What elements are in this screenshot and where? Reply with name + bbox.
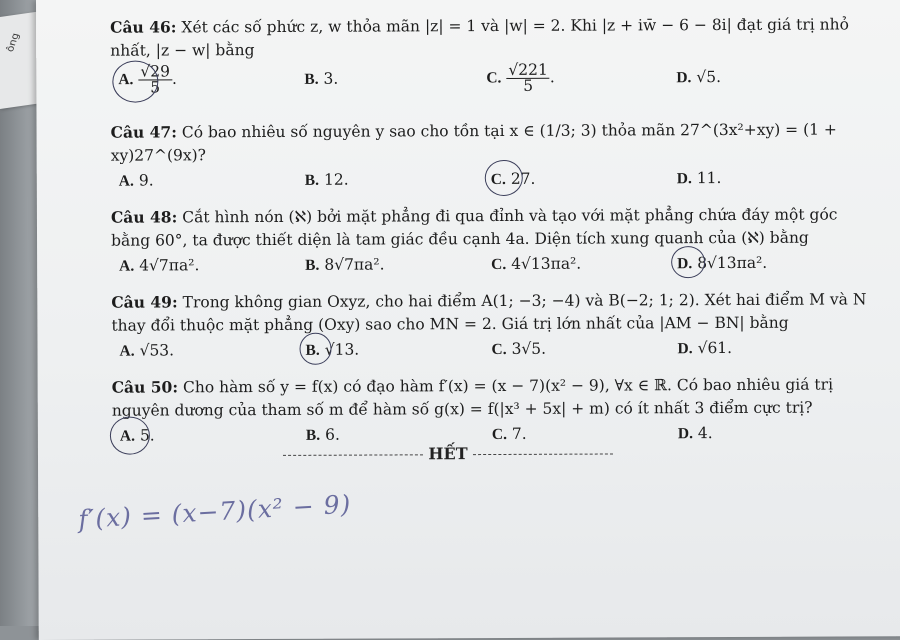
option-b[interactable] [305, 255, 384, 274]
option-a[interactable] [119, 341, 174, 360]
option-label: C. [486, 69, 502, 87]
fraction-numerator: √221 [508, 60, 548, 79]
option-text: 5. [139, 426, 155, 445]
question-text: Cắt hình nón (ℵ) bởi mặt phẳng đi qua đỉnh và tạo với mặt phẳng chứa đáy một góc bằng 60°, ta được thiết diện là tam giác đều cạnh 4a. Diện tích xung quanh của (ℵ) bằng [111, 205, 838, 250]
option-label: D. [677, 255, 693, 273]
option-label: C. [491, 255, 507, 274]
question-number: Câu 49: [111, 292, 178, 312]
question-49 [111, 287, 871, 365]
dashed-rule [283, 454, 423, 456]
exam-content [110, 12, 872, 450]
option-b[interactable] [305, 171, 349, 190]
option-text: 27. [510, 169, 536, 188]
option-text: 3. [323, 69, 339, 88]
option-text: 9. [138, 171, 154, 190]
question-text: Cho hàm số y = f(x) có đạo hàm f′(x) = (x − 7)(x² − 9), ∀x ∈ ℝ. Có bao nhiêu giá trị nguyên dương của tham số m để hàm số g(x) = f(|x³ + 5x| + m) có ít nhất 3 điểm cực trị? [111, 375, 834, 420]
question-stem [111, 202, 871, 252]
option-text: 4. [697, 424, 713, 443]
option-label: A. [119, 257, 135, 275]
fraction-numerator: √29 [140, 62, 170, 81]
handwritten-note: f′(x) = (x−7)(x² − 9) [77, 489, 353, 534]
question-47 [111, 117, 871, 195]
option-label: C. [491, 425, 508, 444]
fraction-denominator: 5 [150, 78, 161, 97]
answer-circle-mark [110, 417, 150, 455]
option-label: A. [118, 172, 134, 190]
options-row [110, 59, 870, 98]
margin-note: ông [5, 32, 22, 54]
exam-paper [36, 0, 900, 640]
option-b[interactable] [304, 70, 338, 89]
option-text: √13. [324, 340, 360, 359]
option-label: A. [119, 342, 135, 360]
question-text: Trong không gian Oxyz, cho hai điểm A(1; −3; −4) và B(−2; 1; 2). Xét hai điểm M và N thay đổi thuộc mặt phẳng (Oxy) sao cho MN = 2. Giá trị lớn nhất của |AM − BN| bằng [111, 290, 867, 335]
option-label: C. [490, 170, 506, 189]
fraction [506, 60, 550, 95]
option-d[interactable] [677, 169, 722, 188]
option-d[interactable] [678, 424, 713, 443]
option-d[interactable] [677, 339, 732, 358]
option-label: B. [305, 256, 320, 274]
option-label: B. [304, 70, 319, 88]
question-46 [110, 12, 870, 98]
options-row [111, 249, 871, 280]
option-text: 11. [696, 169, 722, 188]
option-label: B. [304, 171, 320, 189]
question-number: Câu 47: [110, 122, 177, 142]
answer-circle-mark [671, 246, 705, 278]
option-b[interactable] [306, 426, 340, 445]
option-label: A. [119, 427, 136, 445]
dashed-rule [473, 453, 613, 455]
question-number: Câu 50: [111, 377, 179, 397]
option-d[interactable] [676, 68, 721, 87]
question-stem [111, 287, 871, 337]
option-c[interactable] [491, 340, 546, 359]
option-text: 8√7πa². [324, 255, 385, 274]
question-stem [112, 372, 872, 422]
option-text: 6. [325, 425, 340, 444]
end-mark-text: HẾT [428, 444, 468, 464]
option-text: . [171, 69, 177, 88]
option-text: 4√13πa². [511, 254, 582, 273]
question-50 [112, 372, 872, 450]
option-label: A. [118, 71, 134, 89]
option-a[interactable] [119, 171, 154, 190]
question-text: Có bao nhiêu số nguyên y sao cho tồn tại x ∈ (1/3; 3) thỏa mãn 27^(3x²+xy) = (1 + xy)27^(9x)? [110, 120, 837, 165]
option-text: 12. [323, 170, 349, 189]
question-stem [110, 12, 870, 62]
option-label: D. [676, 170, 692, 188]
option-label: D. [677, 340, 693, 358]
option-text: 8√13πa². [697, 253, 768, 273]
end-of-exam-mark [278, 443, 618, 463]
option-c[interactable] [491, 255, 581, 274]
option-text: 3√5. [511, 339, 547, 358]
answer-circle-mark [485, 160, 523, 196]
option-label: B. [305, 341, 320, 359]
option-text: √61. [697, 338, 733, 358]
option-c[interactable] [492, 425, 527, 444]
fraction-denominator: 5 [523, 76, 534, 95]
option-a[interactable] [119, 256, 199, 275]
option-text: √53. [139, 341, 175, 360]
option-label: D. [676, 69, 692, 87]
option-text: 7. [511, 424, 527, 443]
answer-circle-mark [299, 333, 331, 365]
options-row [111, 334, 871, 365]
question-stem [111, 117, 871, 167]
question-number: Câu 48: [110, 207, 178, 227]
question-48 [111, 202, 871, 280]
option-text: √5. [696, 68, 722, 87]
question-number: Câu 46: [110, 17, 177, 37]
options-row [111, 164, 871, 195]
option-text: 4√7πa². [139, 256, 200, 275]
option-label: B. [305, 426, 321, 444]
option-c[interactable] [486, 60, 555, 95]
answer-circle-mark [112, 60, 158, 102]
option-label: C. [491, 340, 507, 359]
option-text: . [549, 68, 555, 87]
option-label: D. [677, 425, 694, 443]
question-text: Xét các số phức z, w thỏa mãn |z| = 1 và |w| = 2. Khi |z + iw̄ − 6 − 8i| đạt giá trị nhỏ nhất, |z − w| bằng [110, 15, 849, 60]
